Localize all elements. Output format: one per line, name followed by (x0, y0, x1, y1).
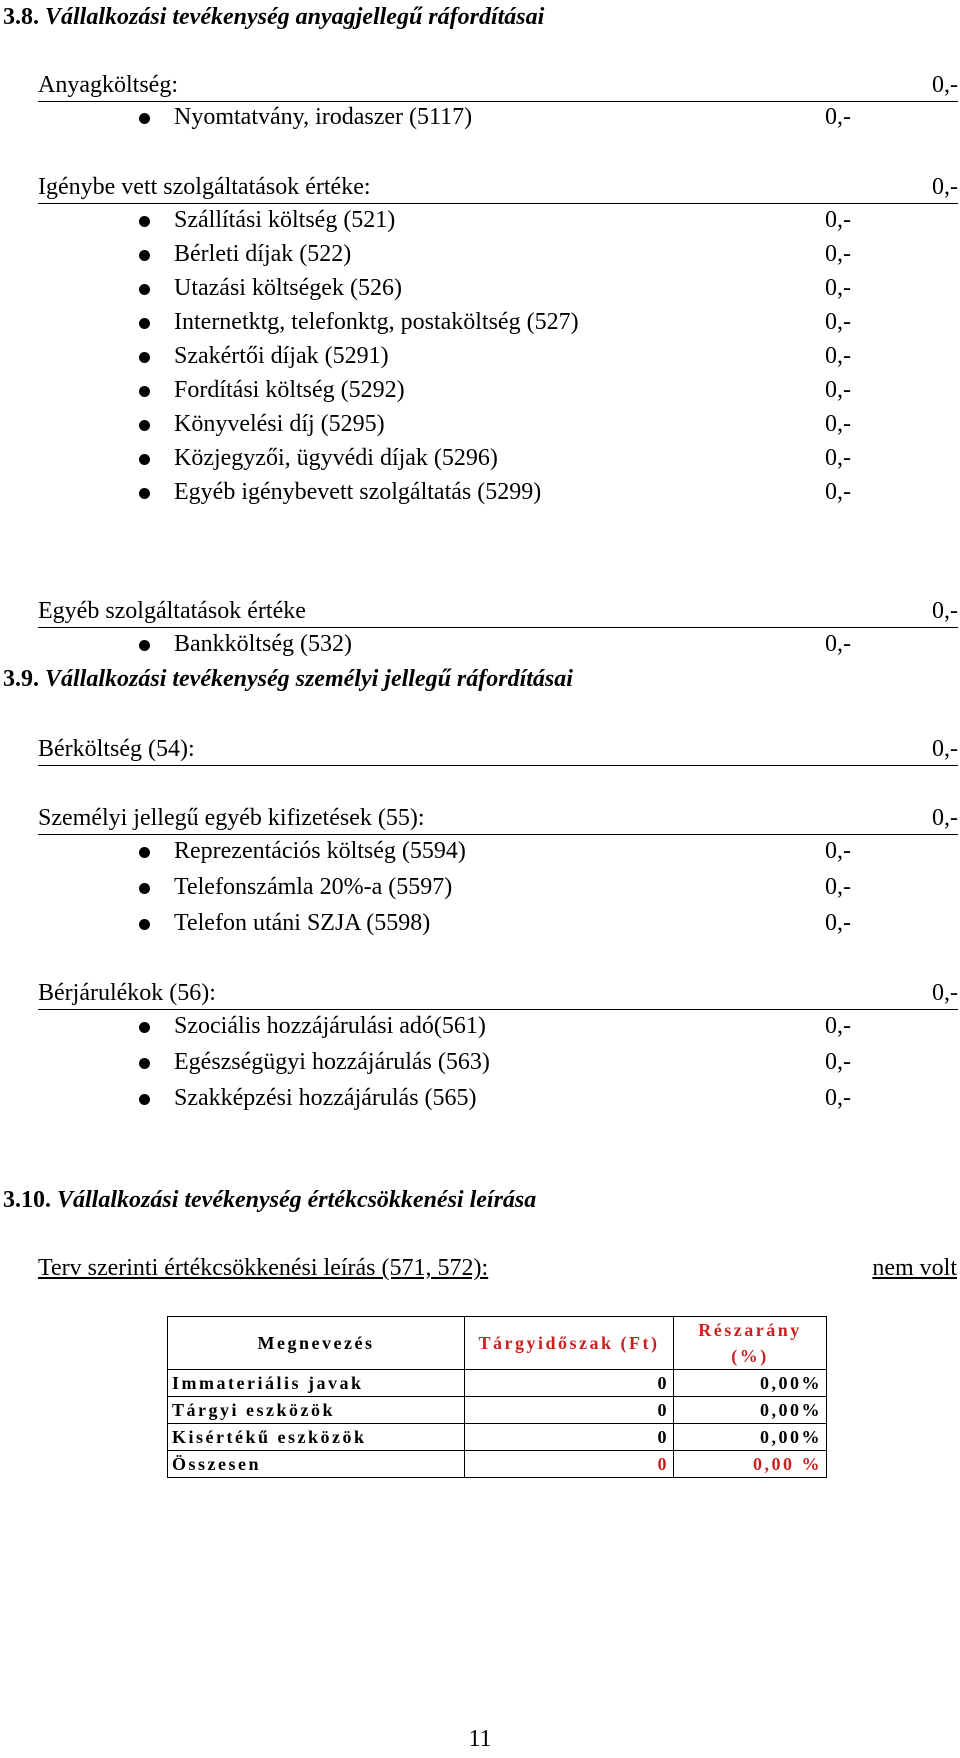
category-berkoltseg (38, 735, 958, 766)
header-name: Megnevezés (168, 1317, 465, 1370)
table-row (168, 1397, 827, 1424)
row-share: 0,00% (674, 1370, 827, 1397)
category-label: Bérköltség (54): (38, 736, 195, 762)
category-label: Anyagköltség: (38, 72, 178, 98)
item-label: Telefon utáni SZJA (5598) (174, 910, 431, 936)
item-label: Fordítási költség (5292) (174, 377, 405, 403)
depreciation-table (167, 1316, 827, 1478)
item-value: 0,- (825, 411, 851, 437)
category-value: 0,- (932, 72, 958, 98)
bullet-icon (139, 1022, 150, 1033)
item-label: Bankköltség (532) (174, 631, 352, 657)
category-label: Igénybe vett szolgáltatások értéke: (38, 174, 371, 200)
category-igenybe-vett (38, 173, 958, 204)
item-label: Egészségügyi hozzájárulás (563) (174, 1049, 490, 1075)
bullet-icon (139, 284, 150, 295)
total-share: 0,00 % (674, 1451, 827, 1478)
total-amount: 0 (465, 1451, 674, 1478)
bullet-icon (139, 919, 150, 930)
item-label: Szakértői díjak (5291) (174, 343, 389, 369)
category-value: 0,- (932, 598, 958, 624)
terv-szerinti-label: Terv szerinti értékcsökkenési leírás (571, 572): (38, 1255, 489, 1281)
item-value: 0,- (825, 241, 851, 267)
row-amount: 0 (465, 1397, 674, 1424)
item-label: Szállítási költség (521) (174, 207, 396, 233)
row-name: Kisértékű eszközök (168, 1424, 465, 1451)
row-share: 0,00% (674, 1397, 827, 1424)
item-value: 0,- (825, 343, 851, 369)
bullet-icon (139, 847, 150, 858)
item-label: Szociális hozzájárulási adó(561) (174, 1013, 486, 1039)
row-amount: 0 (465, 1424, 674, 1451)
section-title: Vállalkozási tevékenység anyagjellegű ráfordításai (45, 4, 545, 30)
item-value: 0,- (825, 910, 851, 936)
category-label: Személyi jellegű egyéb kifizetések (55): (38, 805, 425, 831)
row-name: Tárgyi eszközök (168, 1397, 465, 1424)
section-number: 3.8. (3, 4, 39, 30)
terv-szerinti-value: nem volt (872, 1255, 957, 1281)
table-header-row (168, 1317, 827, 1370)
category-label: Egyéb szolgáltatások értéke (38, 598, 306, 624)
item-value: 0,- (825, 309, 851, 335)
section-title: Vállalkozási tevékenység értékcsökkenési leírása (57, 1187, 537, 1213)
item-value: 0,- (825, 874, 851, 900)
item-label: Közjegyzői, ügyvédi díjak (5296) (174, 445, 498, 471)
item-label: Utazási költségek (526) (174, 275, 402, 301)
bullet-icon (139, 352, 150, 363)
item-value: 0,- (825, 275, 851, 301)
item-value: 0,- (825, 631, 851, 657)
bullet-icon (139, 113, 150, 124)
item-value: 0,- (825, 1085, 851, 1111)
item-label: Telefonszámla 20%-a (5597) (174, 874, 453, 900)
category-value: 0,- (932, 805, 958, 831)
section-number: 3.10. (3, 1187, 51, 1213)
item-value: 0,- (825, 1013, 851, 1039)
header-share: Részarány (%) (674, 1317, 827, 1370)
item-value: 0,- (825, 445, 851, 471)
item-label: Internetktg, telefonktg, postaköltség (527) (174, 309, 579, 335)
header-amount: Tárgyidőszak (Ft) (465, 1317, 674, 1370)
bullet-icon (139, 250, 150, 261)
item-value: 0,- (825, 377, 851, 403)
bullet-icon (139, 1058, 150, 1069)
item-label: Egyéb igénybevett szolgáltatás (5299) (174, 479, 542, 505)
bullet-icon (139, 386, 150, 397)
section-3-9-heading (3, 667, 573, 691)
item-value: 0,- (825, 104, 851, 130)
bullet-icon (139, 216, 150, 227)
table-row (168, 1424, 827, 1451)
row-share: 0,00% (674, 1424, 827, 1451)
row-name: Immateriális javak (168, 1370, 465, 1397)
category-anyagkoltseg (38, 71, 958, 102)
item-label: Könyvelési díj (5295) (174, 411, 385, 437)
bullet-icon (139, 454, 150, 465)
item-value: 0,- (825, 1049, 851, 1075)
category-value: 0,- (932, 174, 958, 200)
bullet-icon (139, 1094, 150, 1105)
row-amount: 0 (465, 1370, 674, 1397)
item-label: Szakképzési hozzájárulás (565) (174, 1085, 477, 1111)
item-value: 0,- (825, 838, 851, 864)
bullet-icon (139, 420, 150, 431)
category-value: 0,- (932, 980, 958, 1006)
section-3-10-heading (3, 1188, 536, 1212)
category-egyeb-szolgaltatasok (38, 597, 958, 628)
page-number: 11 (468, 1726, 492, 1752)
item-label: Bérleti díjak (522) (174, 241, 352, 267)
table-total-row (168, 1451, 827, 1478)
item-label: Reprezentációs költség (5594) (174, 838, 466, 864)
bullet-icon (139, 318, 150, 329)
item-value: 0,- (825, 479, 851, 505)
bullet-icon (139, 883, 150, 894)
item-value: 0,- (825, 207, 851, 233)
section-number: 3.9. (3, 666, 39, 692)
category-label: Bérjárulékok (56): (38, 980, 216, 1006)
category-berjarulekok (38, 979, 958, 1010)
category-value: 0,- (932, 736, 958, 762)
bullet-icon (139, 640, 150, 651)
table-row (168, 1370, 827, 1397)
section-title: Vállalkozási tevékenység személyi jellegű ráfordításai (45, 666, 573, 692)
category-szemelyi-jellegu (38, 804, 958, 835)
section-3-8-heading (3, 5, 544, 29)
item-label: Nyomtatvány, irodaszer (5117) (174, 104, 473, 130)
bullet-icon (139, 488, 150, 499)
total-name: Összesen (168, 1451, 465, 1478)
